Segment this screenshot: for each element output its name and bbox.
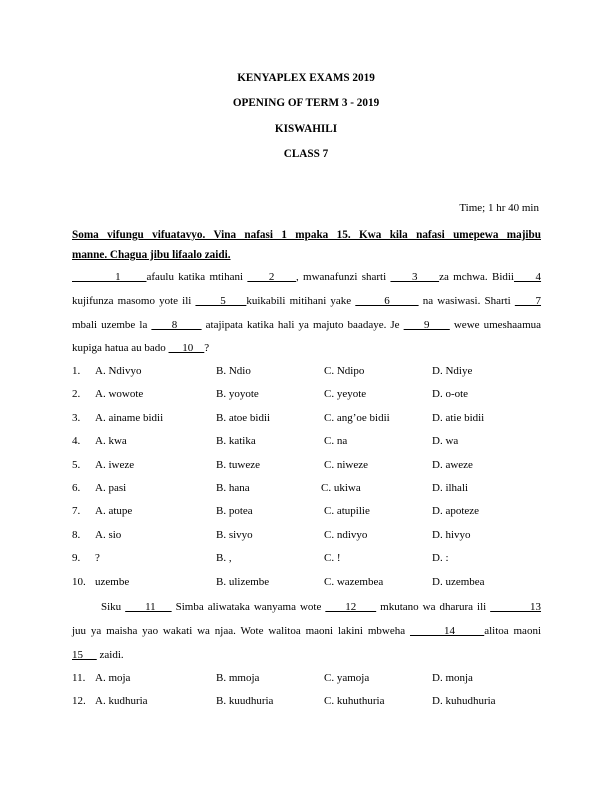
option-a[interactable]: A. kudhuria [95, 695, 148, 708]
question-row [72, 552, 541, 568]
question-number: 8. [72, 528, 81, 541]
option-c[interactable]: C. niweze [324, 458, 368, 471]
term-title: OPENING OF TERM 3 - 2019 [232, 97, 380, 109]
option-c[interactable]: C. Ndipo [324, 365, 365, 377]
question-row [72, 388, 541, 404]
option-c[interactable]: C. yamoja [324, 672, 370, 684]
option-b[interactable]: B. , [216, 552, 232, 565]
option-b[interactable]: B. ulizembe [216, 575, 270, 588]
option-c[interactable]: C. ndivyo [324, 528, 368, 541]
blank-12: 12 [325, 601, 377, 613]
blank-10: 10 [168, 342, 205, 354]
question-number: 12. [72, 695, 86, 708]
subject-title: KISWAHILI [274, 123, 338, 135]
option-b[interactable]: B. yoyote [216, 388, 259, 401]
option-d[interactable]: D. Ndiye [432, 365, 473, 377]
question-row [72, 672, 541, 688]
question-number: 7. [72, 505, 81, 518]
question-row [72, 435, 541, 451]
question-number: 4. [72, 435, 81, 448]
blank-13: 13 [490, 601, 542, 613]
option-a[interactable]: A. ainame bidii [95, 411, 164, 424]
option-b[interactable]: B. atoe bidii [216, 411, 271, 424]
question-number: 3. [72, 411, 81, 424]
option-d[interactable]: D. uzembea [432, 575, 485, 588]
class-title: CLASS 7 [283, 148, 329, 160]
option-d[interactable]: D. aweze [432, 458, 473, 471]
question-number: 10. [72, 575, 86, 588]
option-d[interactable]: D. atie bidii [432, 411, 485, 424]
option-c[interactable]: C. kuhuthuria [324, 695, 385, 708]
instructions-line-2: manne. Chagua jibu lifaalo zaidi. [72, 249, 231, 261]
blank-2: 2 [247, 271, 296, 283]
question-row [72, 365, 541, 381]
option-b[interactable]: B. Ndio [216, 365, 251, 377]
option-b[interactable]: B. sivyo [216, 528, 253, 541]
option-c[interactable]: C. wazembea [324, 575, 384, 588]
question-number: 11. [72, 672, 86, 684]
question-number: 6. [72, 482, 81, 494]
blank-11: 11 [125, 601, 172, 613]
option-c[interactable]: C. yeyote [324, 388, 367, 401]
option-b[interactable]: B. tuweze [216, 458, 260, 471]
exam-title: KENYAPLEX EXAMS 2019 [237, 72, 375, 84]
option-c[interactable]: C. na [324, 435, 348, 448]
blank-5: 5 [195, 295, 247, 307]
option-d[interactable]: D. kuhudhuria [432, 695, 496, 708]
blank-14: 14 [409, 625, 485, 637]
passage1-line-2: kujifunza masomo yote ili 5 kuikabili mitihani yake 6 na wasiwasi. Sharti 7 [72, 295, 542, 307]
option-a[interactable]: A. pasi [95, 482, 127, 494]
option-c[interactable]: C. atupilie [324, 505, 370, 518]
option-a[interactable]: A. kwa [95, 435, 127, 448]
option-d[interactable]: D. o-ote [432, 388, 469, 401]
option-a[interactable]: ? [95, 552, 100, 565]
option-b[interactable]: B. katika [216, 435, 256, 448]
question-row [72, 576, 541, 592]
option-d[interactable]: D. hivyo [432, 528, 471, 541]
question-row [72, 482, 541, 498]
question-number: 9. [72, 552, 81, 565]
question-number: 5. [72, 458, 81, 471]
blank-7: 7 [514, 295, 542, 307]
question-row [72, 459, 541, 475]
passage1-line-4: kupiga hatua au bado 10 ? [72, 342, 210, 354]
option-b[interactable]: B. kuudhuria [216, 695, 274, 708]
question-row [72, 412, 541, 428]
option-d[interactable]: D. monja [432, 672, 473, 684]
instructions-line-1: Soma vifungu vifuatavyo. Vina nafasi 1 mpaka 15. Kwa kila nafasi umepewa majibu [72, 229, 541, 241]
option-a[interactable]: uzembe [95, 575, 130, 588]
option-a[interactable]: A. sio [95, 528, 122, 541]
blank-4: 4 [513, 271, 542, 283]
question-row [72, 529, 541, 545]
option-c[interactable]: C. ukiwa [321, 482, 361, 494]
option-b[interactable]: B. potea [216, 505, 253, 518]
passage2-line-3: 15 zaidi. [72, 649, 124, 661]
option-d[interactable]: D. ilhali [432, 482, 469, 494]
blank-6: 6 [355, 295, 419, 307]
option-b[interactable]: B. hana [216, 482, 250, 494]
question-row [72, 695, 541, 711]
passage1-line-1: 1 afaulu katika mtihani 2 , mwanafunzi sharti 3 za mchwa. Bidii 4 [72, 271, 542, 283]
option-b[interactable]: B. mmoja [216, 672, 260, 684]
option-a[interactable]: A. iweze [95, 458, 135, 471]
option-c[interactable]: C. ang’oe bidii [324, 411, 390, 424]
blank-9: 9 [403, 319, 450, 331]
option-a[interactable]: A. atupe [95, 505, 133, 518]
option-a[interactable]: A. wowote [95, 388, 144, 401]
passage2-line-1: Siku 11 Simba aliwataka wanyama wote 12 mkutano wa dharura ili 13 [101, 601, 542, 613]
question-number: 2. [72, 388, 81, 401]
blank-8: 8 [151, 319, 202, 331]
time-allowed: Time; 1 hr 40 min [459, 202, 539, 214]
question-number: 1. [72, 365, 81, 377]
option-a[interactable]: A. Ndivyo [95, 365, 142, 377]
option-d[interactable]: D. wa [432, 435, 459, 448]
question-row [72, 505, 541, 521]
option-d[interactable]: D. : [432, 552, 449, 565]
blank-15: 15 [72, 649, 97, 661]
option-a[interactable]: A. moja [95, 672, 131, 684]
blank-1: 1 [72, 271, 147, 283]
blank-3: 3 [390, 271, 440, 283]
option-c[interactable]: C. ! [324, 552, 341, 565]
option-d[interactable]: D. apoteze [432, 505, 480, 518]
passage1-line-3: mbali uzembe la 8 atajipata katika hali ya majuto baadaye. Je 9 wewe umeshaamua [72, 319, 542, 331]
passage2-line-2: juu ya maisha yao wakati wa njaa. Wote walitoa maoni lakini mbweha 14 alitoa maoni [72, 625, 541, 637]
